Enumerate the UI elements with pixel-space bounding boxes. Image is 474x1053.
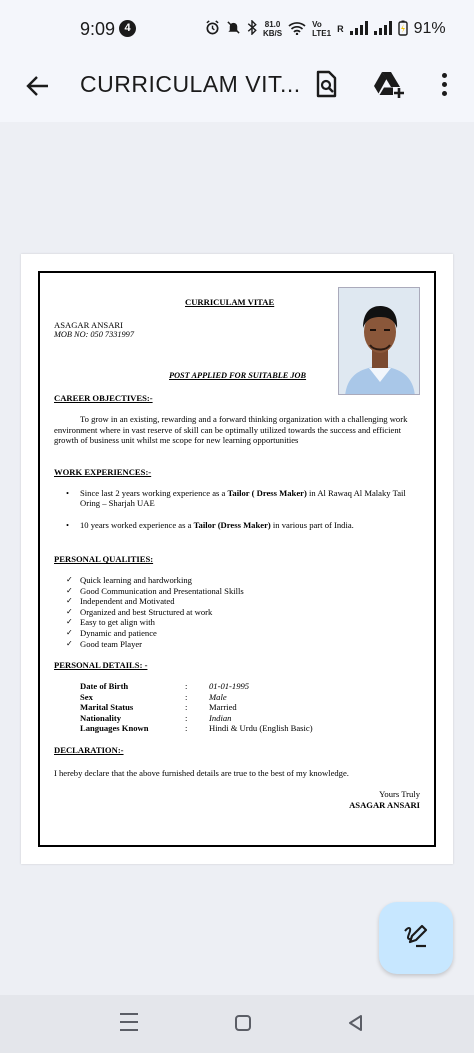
cv-title: CURRICULAM VITAE [185,297,275,307]
personal-details-heading: PERSONAL DETAILS: - [54,660,148,670]
table-row [80,713,349,724]
network-speed [263,20,282,38]
find-in-page-icon[interactable] [310,68,342,100]
work-item-place: in various part of India. [270,519,354,530]
work-item-place: in Al Rawaq Al Malaky Tail Oring – Sharjah UAE [80,488,406,509]
table-row [80,723,349,734]
more-vert-icon[interactable] [432,68,456,100]
detail-key: Marital Status [80,702,134,713]
work-item-text: Since last 2 years working experience as a [80,488,228,498]
net-speed-unit: KB/S [263,29,283,38]
detail-sep: : [185,681,188,691]
mute-icon [226,20,241,38]
cv-content [40,273,434,845]
table-row [80,681,349,692]
list-item: ✓ Dynamic and patience [54,628,354,639]
list-item: ✓ Independent and Motivated [54,596,354,607]
closing-text: Yours Truly [379,789,420,799]
nav-back-icon[interactable] [346,1013,366,1033]
document-title: CURRICULAM VIT... [80,71,301,97]
work-item-role: Tailor ( Dress Maker) [227,488,307,498]
table-row [80,702,349,713]
alarm-icon [205,20,220,38]
career-objectives-text: To grow in an existing, rewarding and a forward thinking organization with a challenging work environment where in vast reserve of skill can be optimally utilized towards the success and efficient growth of business unit whilst me scope for new learning opportunities [54,414,408,446]
signal-icon-2 [374,21,392,38]
notification-count-badge: 4 [119,20,136,37]
list-item [54,488,414,509]
personal-qualities-heading: PERSONAL QUALITIES: [54,554,154,564]
detail-sep: : [185,702,188,713]
work-item-text: 10 years worked experience as a [80,519,194,530]
list-item [54,520,414,530]
status-icons [205,18,446,40]
signal-icon [350,21,368,38]
recents-icon[interactable] [120,1013,138,1031]
work-item-role: Tailor (Dress Maker) [193,519,271,530]
system-nav-bar [0,995,474,1053]
net-speed-value: 81.0 [264,20,281,29]
detail-key: Sex [80,691,93,702]
detail-value: Indian [209,712,232,723]
candidate-name: ASAGAR ANSARI [54,320,124,330]
personal-details-table [80,681,349,734]
list-item: ✓ Quick learning and hardworking [54,575,354,586]
cv-border-frame [38,271,436,847]
volte-indicator [312,20,331,38]
add-to-drive-icon[interactable] [372,68,406,100]
declaration-text: I hereby declare that the above furnished details are true to the best of my knowledge. [54,768,349,778]
detail-sep: : [185,691,188,702]
detail-key: Nationality [80,712,122,723]
post-applied: POST APPLIED FOR SUITABLE JOB [169,371,307,380]
wifi-icon [288,21,306,38]
clock: 9:09 [80,19,116,39]
detail-key: Date of Birth [80,681,129,691]
volte-top: Vo [312,20,322,29]
list-item: ✓ Good Communication and Presentational Skills [54,586,354,597]
candidate-photo [338,287,420,395]
bluetooth-icon [247,20,257,38]
edit-fab-button[interactable] [379,902,453,974]
status-bar [0,0,474,58]
list-item: ✓ Easy to get align with [54,617,354,628]
mobile-number: MOB NO: 050 7331997 [54,330,134,339]
table-row [80,692,349,703]
detail-value: 01-01-1995 [209,681,250,691]
signature-name: ASAGAR ANSARI [349,800,420,810]
list-item: ✓ Good team Player [54,639,354,650]
detail-value: Hindi & Urdu (English Basic) [209,723,313,734]
detail-key: Languages Known [80,723,149,734]
career-objectives-heading: CAREER OBJECTIVES:- [54,393,153,403]
work-experiences-heading: WORK EXPERIENCES:- [54,467,152,477]
work-experience-list [54,488,414,530]
battery-percent: 91% [413,20,446,37]
battery-charging-icon [398,20,408,39]
home-icon[interactable] [235,1015,251,1031]
volte-bottom: LTE1 [312,29,332,38]
edit-pen-icon [402,922,430,955]
detail-sep: : [185,712,188,723]
detail-value: Married [209,702,237,713]
detail-value: Male [209,691,227,702]
list-item: ✓ Organized and best Structured at work [54,607,354,618]
back-arrow-icon[interactable] [22,70,54,102]
qualities-list [54,575,354,649]
document-page[interactable] [21,254,453,864]
detail-sep: : [185,723,188,734]
roaming-indicator: R [337,24,344,34]
declaration-heading: DECLARATION:- [54,745,124,755]
app-bar [0,58,474,122]
